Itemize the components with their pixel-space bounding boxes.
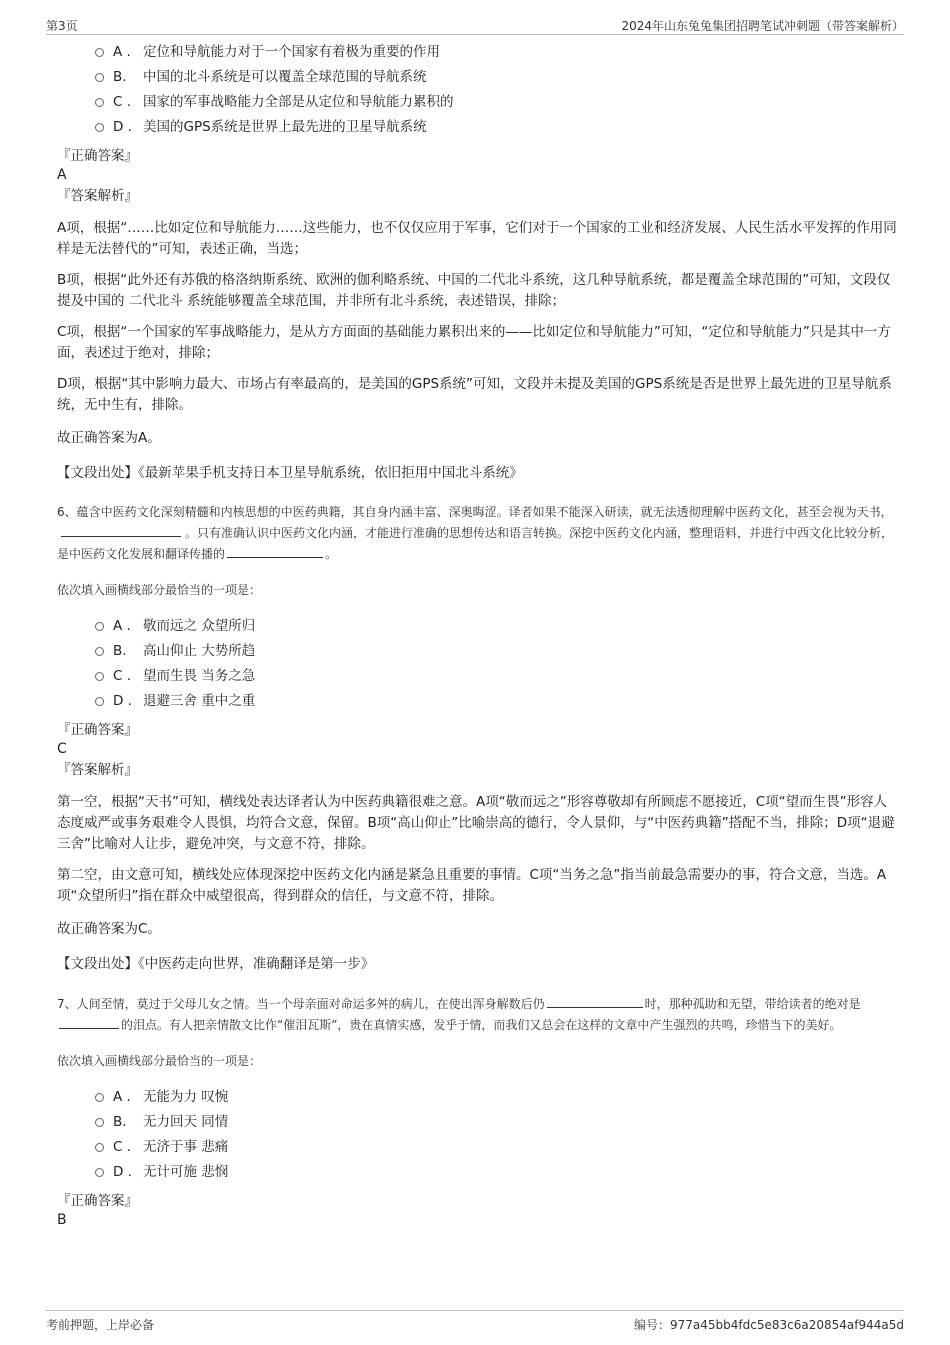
option-c[interactable]: C . 国家的军事战略能力全部是从定位和导航能力累积的 <box>95 90 897 115</box>
answer-value: B <box>57 1212 67 1228</box>
analysis-paragraph: D项，根据“其中影响力最大、市场占有率最高的，是美国的GPS系统”可知，文段并未提及美国的GPS系统是否是世界上最先进的卫星导航系统，无中生有，排除。 <box>57 376 892 413</box>
analysis-label: 『答案解析』 <box>57 188 138 204</box>
option-b[interactable]: B. 无力回天 同情 <box>95 1110 897 1135</box>
page-header <box>46 14 904 35</box>
question-7-stem: 7、人间至情，莫过于父母儿女之情。当一个母亲面对命运多舛的病儿，在使出浑身解数后仍 时，那种孤助和无望，带给读者的绝对是的泪点。有人把亲情散文比作“催泪瓦斯”，贵在真情实感，发乎于情，而我们又总会在这样的文章中产生强烈的共鸣，珍惜当下的美好。 <box>57 993 897 1035</box>
radio-icon[interactable] <box>95 1168 104 1177</box>
question-prompt: 依次填入画横线部分最恰当的一项是： <box>57 583 262 597</box>
radio-icon[interactable] <box>95 697 104 706</box>
fill-blank <box>547 993 643 1008</box>
radio-icon[interactable] <box>95 1093 104 1102</box>
analysis-conclusion: 故正确答案为A。 <box>57 430 161 446</box>
analysis-paragraph: 第二空，由文意可知，横线处应体现深挖中医药文化内涵是紧急且重要的事情。C项“当务之急”指当前最急需要办的事，符合文意，当选。A项“众望所归”指在群众中威望很高，得到群众的信任，与文意不符，排除。 <box>57 867 887 904</box>
q6-options <box>95 614 897 714</box>
option-b[interactable]: B. 高山仰止 大势所趋 <box>95 639 897 664</box>
option-a[interactable]: A . 定位和导航能力对于一个国家有着极为重要的作用 <box>95 40 897 65</box>
option-a[interactable]: A . 无能为力 叹惋 <box>95 1085 897 1110</box>
analysis-paragraph: C项，根据“一个国家的军事战略能力，是从方方面面的基础能力累积出来的——比如定位和导航能力”可知，“定位和导航能力”只是其中一方面，表述过于绝对，排除； <box>57 324 891 361</box>
source-citation: 【文段出处】《最新苹果手机支持日本卫星导航系统，依旧拒用中国北斗系统》 <box>57 465 523 481</box>
analysis-paragraph: B项，根据“此外还有苏俄的格洛纳斯系统、欧洲的伽利略系统、中国的二代北斗系统，这几种导航系统，都是覆盖全球范围的”可知，文段仅提及中国的 二代北斗 系统能够覆盖全球范围，并非所有北斗系统，表述错误，排除； <box>57 272 891 309</box>
document-title: 2024年山东兔兔集团招聘笔试冲刺题（带答案解析） <box>621 19 904 33</box>
radio-icon[interactable] <box>95 622 104 631</box>
page-number: 第3页 <box>46 19 78 33</box>
option-b[interactable]: B. 中国的北斗系统是可以覆盖全球范围的导航系统 <box>95 65 897 90</box>
analysis-label: 『答案解析』 <box>57 762 138 778</box>
answer-label: 『正确答案』 <box>57 1193 138 1209</box>
q5-options <box>95 40 897 140</box>
radio-icon[interactable] <box>95 1118 104 1127</box>
radio-icon[interactable] <box>95 98 104 107</box>
option-c[interactable]: C . 望而生畏 当务之急 <box>95 664 897 689</box>
radio-icon[interactable] <box>95 647 104 656</box>
analysis-conclusion: 故正确答案为C。 <box>57 921 161 937</box>
radio-icon[interactable] <box>95 123 104 132</box>
option-d[interactable]: D . 退避三舍 重中之重 <box>95 689 897 714</box>
answer-value: A <box>57 167 67 183</box>
question-prompt: 依次填入画横线部分最恰当的一项是： <box>57 1054 262 1068</box>
option-d[interactable]: D . 无计可施 悲悯 <box>95 1160 897 1185</box>
radio-icon[interactable] <box>95 672 104 681</box>
option-c[interactable]: C . 无济于事 悲痛 <box>95 1135 897 1160</box>
radio-icon[interactable] <box>95 1143 104 1152</box>
analysis-paragraph: A项，根据“……比如定位和导航能力……这些能力，也不仅仅应用于军事，它们对于一个国家的工业和经济发展、人民生活水平发挥的作用同样是无法替代的”可知，表述正确，当选； <box>57 220 897 257</box>
footer-slogan: 考前押题，上岸必备 <box>46 1318 155 1332</box>
analysis-paragraph: 第一空，根据“天书”可知，横线处表达译者认为中医药典籍很难之意。A项“敬而远之”形容尊敬却有所顾虑不愿接近，C项“望而生畏”形容人态度威严或事务艰难令人畏惧，均符合文意，保留。B项“高山仰止”比喻崇高的德行，令人景仰，与“中医药典籍”搭配不当，排除；D项“退避三舍”比喻对人让步，避免冲突，与文意不符，排除。 <box>57 794 895 852</box>
fill-blank <box>227 543 323 558</box>
answer-label: 『正确答案』 <box>57 722 138 738</box>
document-code: 编号：977a45bb4fdc5e83c6a20854af944a5d <box>634 1318 904 1332</box>
page-footer <box>46 1310 904 1335</box>
fill-blank <box>59 1014 119 1029</box>
answer-value: C <box>57 741 67 757</box>
fill-blank <box>61 522 181 537</box>
radio-icon[interactable] <box>95 73 104 82</box>
answer-label: 『正确答案』 <box>57 148 138 164</box>
radio-icon[interactable] <box>95 48 104 57</box>
option-a[interactable]: A . 敬而远之 众望所归 <box>95 614 897 639</box>
option-d[interactable]: D . 美国的GPS系统是世界上最先进的卫星导航系统 <box>95 115 897 140</box>
source-citation: 【文段出处】《中医药走向世界，准确翻译是第一步》 <box>57 956 375 972</box>
question-6-stem: 6、蕴含中医药文化深刻精髓和内核思想的中医药典籍，其自身内涵丰富、深奥晦涩。译者如果不能深入研读，就无法透彻理解中医药文化，甚至会视为天书，。只有准确认识中医药文化内涵，才能进行准确的思想传达和语言转换。深挖中医药文化内涵，整理语料，并进行中西文化比较分析，是中医药文化发展和翻译传播的 。 <box>57 505 894 561</box>
content <box>57 40 897 1231</box>
q7-options <box>95 1085 897 1185</box>
